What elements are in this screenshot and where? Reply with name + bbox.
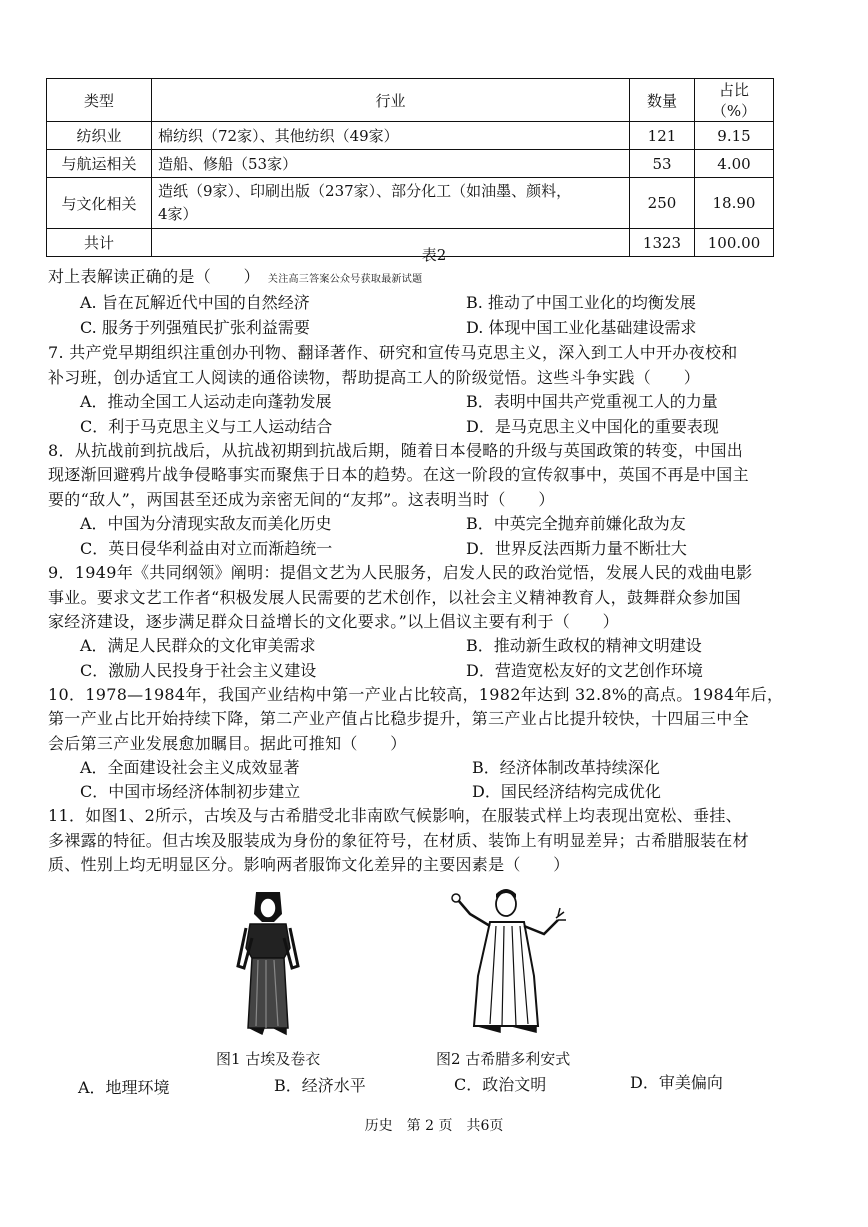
q9-option-a[interactable]: A．满足人民群众的文化审美需求 [80,636,316,655]
q11-option-d[interactable]: D．审美偏向 [630,1073,723,1092]
q10-option-c[interactable]: C．中国市场经济体制初步建立 [80,782,301,801]
cell-industry: 造船、修船（53家） [152,150,630,178]
cell-ratio: 100.00 [695,229,774,257]
cell-ratio: 4.00 [695,150,774,178]
q8-option-d[interactable]: D．世界反法西斯力量不断壮大 [466,539,687,558]
q9-option-d[interactable]: D．营造宽松友好的文艺创作环境 [466,661,703,680]
q11-option-a[interactable]: A．地理环境 [78,1078,170,1097]
q7-option-b[interactable]: B．表明中国共产党重视工人的力量 [466,392,718,411]
table-row [47,122,774,150]
table-header-row [47,79,774,122]
cell-industry-line1: 造纸（9家）、印刷出版（237家）、部分化工（如油墨、颜料， [158,182,572,200]
q6-stem-text: 对上表解读正确的是（ ） [48,267,260,286]
q10-option-b[interactable]: B．经济体制改革持续深化 [472,758,660,777]
egyptian-robe-figure [228,888,308,1038]
q8-line3: 要的“敌人”，两国甚至还成为亲密无间的“友邦”。这表明当时（ ） [48,490,555,509]
cell-count: 53 [630,150,695,178]
q9-line3: 家经济建设，逐步满足群众日益增长的文化要求。”以上倡议主要有利于（ ） [48,612,619,631]
table-caption: 表2 [421,246,447,264]
q6-note: 关注高三答案公众号获取最新试题 [267,274,423,285]
q6-stem [48,264,422,287]
cell-ratio: 9.15 [695,122,774,150]
q8-line2: 现逐渐回避鸦片战争侵略事实而聚焦于日本的趋势。在这一阶段的宣传叙事中，英国不再是中国主 [48,465,749,484]
q6-option-b[interactable]: B. 推动了中国工业化的均衡发展 [466,293,696,312]
industry-table [46,78,774,257]
col-ratio-header: 占比（%） [695,79,774,122]
cell-industry: 棉纺织（72家）、其他纺织（49家） [152,122,630,150]
q11-line1: 11．如图1、2所示，古埃及与古希腊受北非南欧气候影响，在服装式样上均表现出宽松、垂挂、 [48,806,742,825]
col-count-header: 数量 [630,79,695,122]
q10-line2: 第一产业占比开始持续下降，第二产业产值占比稳步提升，第三产业占比提升较快，十四届三中全 [48,709,749,728]
q6-option-d[interactable]: D. 体现中国工业化基础建设需求 [466,318,697,337]
q9-option-b[interactable]: B．推动新生政权的精神文明建设 [466,636,702,655]
q7-line1: 7. 共产党早期组织注重创办刊物、翻译著作、研究和宣传马克思主义，深入到工人中开办夜校和 [48,343,738,362]
q7-option-c[interactable]: C．利于马克思主义与工人运动结合 [80,417,333,436]
cell-count: 1323 [630,229,695,257]
cell-type: 共计 [47,229,152,257]
col-industry-header: 行业 [152,79,630,122]
q10-line3: 会后第三产业发展愈加瞩目。据此可推知（ ） [48,734,407,753]
q9-option-c[interactable]: C．激励人民投身于社会主义建设 [80,661,317,680]
page-footer: 历史 第 2 页 共6页 [364,1118,504,1134]
q8-line1: 8．从抗战前到抗战后，从抗战初期到抗战后期，随着日本侵略的升级与英国政策的转变，中国出 [48,441,744,460]
q6-option-c[interactable]: C. 服务于列强殖民扩张利益需要 [80,318,310,337]
cell-industry-line2: 4家） [158,205,198,223]
q10-line1: 10．1978—1984年，我国产业结构中第一产业占比较高，1982年达到 32.8%的高点。1984年后， [48,685,784,704]
cell-type: 纺织业 [47,122,152,150]
table-row [47,150,774,178]
cell-type: 与文化相关 [47,178,152,229]
col-type-header: 类型 [47,79,152,122]
figure-1-caption: 图1 古埃及卷衣 [216,1050,321,1068]
q8-option-b[interactable]: B．中英完全抛弃前嫌化敌为友 [466,514,686,533]
figure-2-caption: 图2 古希腊多利安式 [436,1050,571,1068]
q10-option-d[interactable]: D．国民经济结构完成优化 [472,782,661,801]
q9-line1: 9．1949年《共同纲领》阐明：提倡文艺为人民服务，启发人民的政治觉悟，发展人民的戏曲电影 [48,563,753,582]
q7-option-a[interactable]: A．推动全国工人运动走向蓬勃发展 [80,392,332,411]
q11-option-b[interactable]: B．经济水平 [274,1076,366,1095]
cell-count: 121 [630,122,695,150]
cell-type: 与航运相关 [47,150,152,178]
table-row [47,178,774,229]
q9-line2: 事业。要求文艺工作者“积极发展人民需要的艺术创作，以社会主义精神教育人，鼓舞群众参加国 [48,588,742,607]
q10-option-a[interactable]: A．全面建设社会主义成效显著 [80,758,300,777]
greek-doric-figure [440,886,570,1036]
q7-line2: 补习班，创办适宜工人阅读的通俗读物，帮助提高工人的阶级觉悟。这些斗争实践（ ） [48,368,701,387]
q8-option-a[interactable]: A．中国为分清现实敌友而美化历史 [80,514,332,533]
cell-count: 250 [630,178,695,229]
q11-line3: 质、性别上均无明显区分。影响两者服饰文化差异的主要因素是（ ） [48,855,570,874]
cell-industry [152,178,630,229]
q7-option-d[interactable]: D．是马克思主义中国化的重要表现 [466,417,719,436]
q8-option-c[interactable]: C．英日侵华利益由对立而渐趋统一 [80,539,333,558]
cell-ratio: 18.90 [695,178,774,229]
q11-line2: 多裸露的特征。但古埃及服装成为身份的象征符号，在材质、装饰上有明显差异；古希腊服装在材 [48,831,749,850]
q6-option-a[interactable]: A. 旨在瓦解近代中国的自然经济 [80,293,310,312]
q11-option-c[interactable]: C．政治文明 [454,1075,547,1094]
